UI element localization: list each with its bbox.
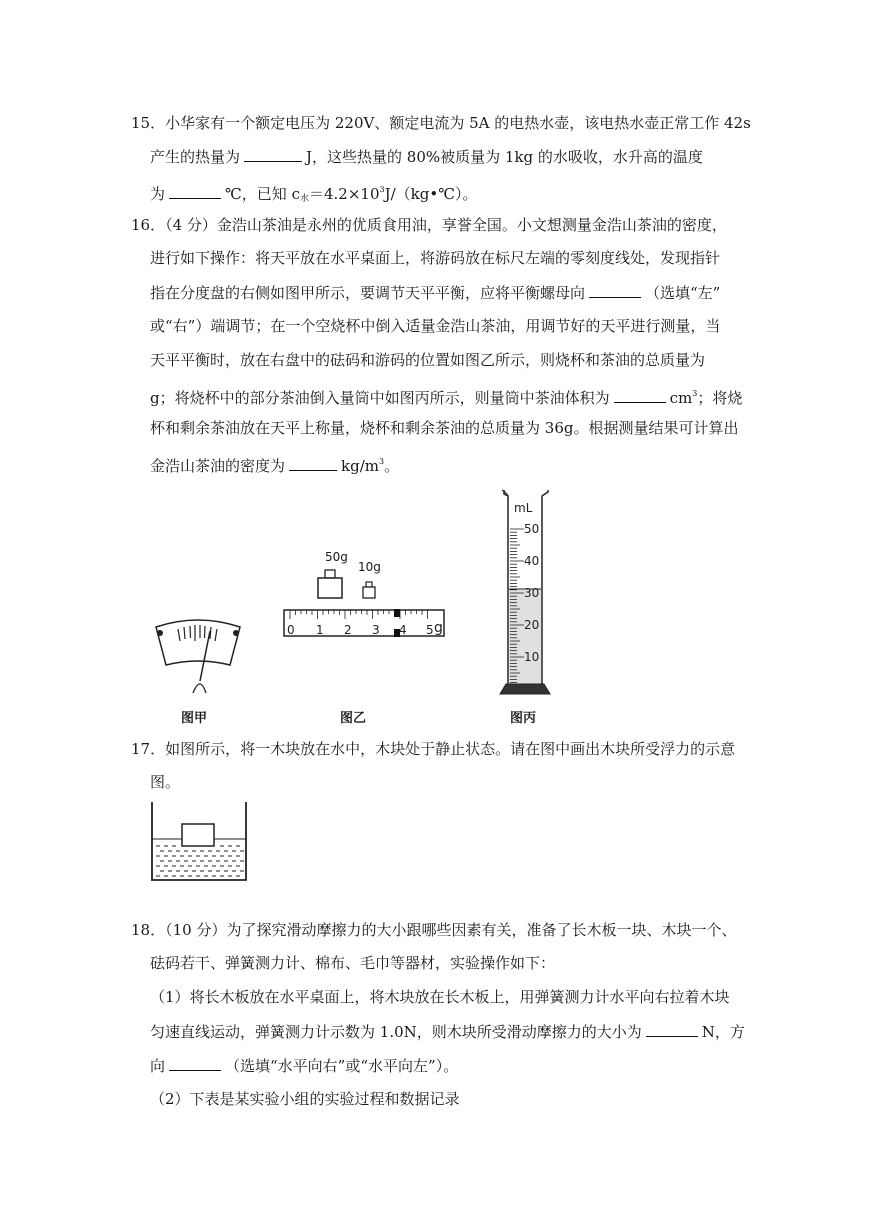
q18-blank-direction[interactable] xyxy=(169,1055,221,1071)
q15-sup-3: 3 xyxy=(379,185,385,194)
figure-yi-scale xyxy=(282,566,452,640)
q16-text-6c: ；将烧 xyxy=(697,389,743,407)
q18-text-4b: N，方 xyxy=(701,1023,745,1041)
q16-text-6b: cm xyxy=(669,389,693,407)
figure-block-in-water xyxy=(148,800,250,882)
cylinder-unit: mL xyxy=(514,501,533,515)
q16-line-1: 16．（4 分）金浩山茶油是永州的优质食用油，享誉全国。小文想测量金浩山茶油的密度， xyxy=(131,216,727,234)
q16-line-7: 杯和剩余茶油放在天平上称量，烧杯和剩余茶油的总质量为 36g。根据测量结果可计算出 xyxy=(150,419,739,437)
q15-text-2b: J，这些热量的 80%被质量为 1kg 的水吸收，水升高的温度 xyxy=(306,148,703,166)
q15-text-3a: 为 xyxy=(150,185,166,203)
scale-tick-label: 3 xyxy=(372,623,380,637)
scale-unit: g xyxy=(434,620,443,636)
scale-tick-label: 1 xyxy=(316,623,324,637)
q15-text-3c: ＝4.2×10 xyxy=(308,185,380,203)
q15-blank-temperature[interactable] xyxy=(169,183,221,199)
weight-50g-label: 50g xyxy=(325,550,348,564)
q16-line-4: 或“右”）端调节；在一个空烧杯中倒入适量金浩山茶油，用调节好的天平进行测量，当 xyxy=(150,317,721,335)
figure-bing-cylinder xyxy=(498,488,558,698)
q16-blank-direction[interactable] xyxy=(589,282,641,298)
figure-jia-caption: 图甲 xyxy=(181,711,208,726)
q16-line-5: 天平平衡时，放在右盘中的砝码和游码的位置如图乙所示，则烧杯和茶油的总质量为 xyxy=(150,351,706,369)
q16-blank-volume[interactable] xyxy=(614,387,666,403)
weight-10g-label: 10g xyxy=(358,560,381,574)
q16-text-3a: 指在分度盘的右侧如图甲所示，要调节天平平衡，应将平衡螺母向 xyxy=(150,284,586,302)
q16-sup-8: 3 xyxy=(378,457,385,466)
figure-bing-caption: 图丙 xyxy=(510,711,537,726)
q16-line-3 xyxy=(150,282,720,303)
rider-top xyxy=(394,609,400,617)
cylinder-tick-label: 50 xyxy=(524,522,540,536)
q18-line-5 xyxy=(150,1055,458,1076)
q16-text-3b: （选填“左” xyxy=(645,284,721,302)
q15-text-3d: J/（kg•℃）。 xyxy=(384,185,478,203)
q15-line-3 xyxy=(150,180,477,209)
q18-line-2: 砝码若干、弹簧测力计、棉布、毛巾等器材，实验操作如下： xyxy=(150,954,556,972)
q16-text-8c: 。 xyxy=(384,457,400,475)
q16-line-2: 进行如下操作：将天平放在水平桌面上，将游码放在标尺左端的零刻度线处，发现指针 xyxy=(150,249,721,267)
scale-tick-label: 5 xyxy=(426,623,434,637)
scale-tick-label: 2 xyxy=(344,623,352,637)
q15-line-1: 15．小华家有一个额定电压为 220V、额定电流为 5A 的电热水壶，该电热水壶正常工作 42s xyxy=(131,114,751,132)
q18-line-1: 18．（10 分）为了探究滑动摩擦力的大小跟哪些因素有关，准备了长木板一块、木块一个、 xyxy=(131,921,737,939)
q17-line-1: 17．如图所示，将一木块放在水中，木块处于静止状态。请在图中画出木块所受浮力的示意 xyxy=(131,740,736,758)
q16-sup-6: 3 xyxy=(692,389,698,398)
wooden-block[interactable] xyxy=(182,824,214,846)
q16-text-8b: kg/m xyxy=(341,457,379,475)
cylinder-tick-label: 20 xyxy=(524,618,540,632)
scale-tick-label: 4 xyxy=(399,623,407,637)
q15-line-2 xyxy=(150,146,703,167)
scale-tick-label: 0 xyxy=(287,623,295,637)
cylinder-tick-label: 40 xyxy=(524,554,540,568)
q18-text-5a: 向 xyxy=(150,1057,166,1075)
q15-sub-water: 水 xyxy=(299,194,309,204)
q15-text-3b: ℃，已知 c xyxy=(225,185,300,203)
q18-text-5b: （选填“水平向右”或“水平向左”）。 xyxy=(225,1057,459,1075)
q16-line-8 xyxy=(150,452,399,476)
figure-jia-dial xyxy=(148,615,248,695)
q18-blank-friction[interactable] xyxy=(646,1021,698,1037)
q16-text-8a: 金浩山茶油的密度为 xyxy=(150,457,286,475)
q15-text-2a: 产生的热量为 xyxy=(150,148,241,166)
cylinder-tick-label: 30 xyxy=(524,586,540,600)
q18-line-3: （1）将长木板放在水平桌面上，将木块放在长木板上，用弹簧测力计水平向右拉着木块 xyxy=(150,988,730,1006)
q18-text-4a: 匀速直线运动，弹簧测力计示数为 1.0N，则木块所受滑动摩擦力的大小为 xyxy=(150,1023,642,1041)
q17-line-2: 图。 xyxy=(150,773,181,791)
figure-yi-caption: 图乙 xyxy=(340,711,367,726)
q16-text-6a: g；将烧杯中的部分茶油倒入量筒中如图丙所示，则量筒中茶油体积为 xyxy=(150,389,610,407)
q18-line-6: （2）下表是某实验小组的实验过程和数据记录 xyxy=(150,1090,460,1108)
q18-line-4 xyxy=(150,1021,745,1042)
cylinder-tick-label: 10 xyxy=(524,650,540,664)
q15-blank-heat[interactable] xyxy=(244,146,302,162)
q16-line-6 xyxy=(150,384,742,408)
q16-blank-density[interactable] xyxy=(289,455,337,471)
